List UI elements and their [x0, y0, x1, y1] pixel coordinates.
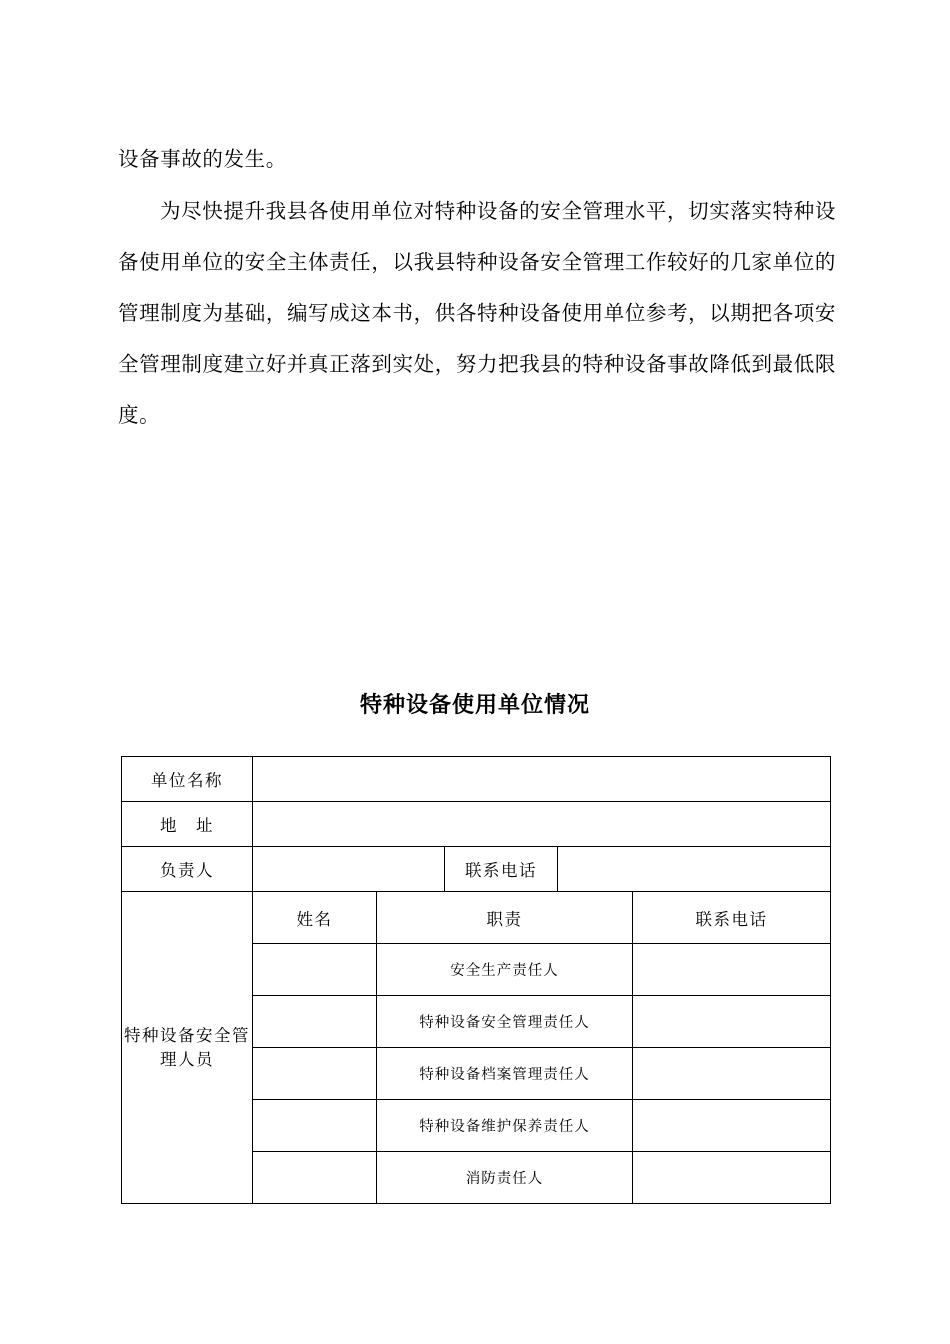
address-label: 地 址: [122, 802, 253, 847]
manager-name-field[interactable]: [253, 944, 377, 996]
duty-label: 特种设备安全管理责任人: [377, 996, 633, 1048]
duty-label: 特种设备档案管理责任人: [377, 1048, 633, 1100]
form-title: 特种设备使用单位情况: [359, 693, 590, 718]
header-name: 姓名: [253, 892, 377, 944]
manager-phone-field[interactable]: [633, 1048, 831, 1100]
body-paragraph-1: 设备事故的发生。: [118, 147, 287, 171]
duty-label: 消防责任人: [377, 1152, 633, 1204]
manager-name-field[interactable]: [253, 1152, 377, 1204]
manager-name-field[interactable]: [253, 1048, 377, 1100]
managers-label: 特种设备安全管理人员: [122, 892, 253, 1204]
contact-phone-label: 联系电话: [445, 847, 558, 892]
body-paragraph-2: 为尽快提升我县各使用单位对特种设备的安全管理水平，切实落实特种设备使用单位的安全主体责任，以我县特种设备安全管理工作较好的几家单位的管理制度为基础，编写成这本书，供各特种设备使用单位参考，以期把各项安全管理制度建立好并真正落到实处，努力把我县的特种设备事故降低到最低限度。: [118, 199, 836, 427]
unit-name-label: 单位名称: [122, 757, 253, 802]
table-row: [122, 892, 831, 944]
person-in-charge-field[interactable]: [253, 847, 445, 892]
duty-label: 安全生产责任人: [377, 944, 633, 996]
duty-label: 特种设备维护保养责任人: [377, 1100, 633, 1152]
table-row: [122, 802, 831, 847]
unit-name-field[interactable]: [253, 757, 831, 802]
address-field[interactable]: [253, 802, 831, 847]
person-in-charge-label: 负责人: [122, 847, 253, 892]
manager-phone-field[interactable]: [633, 1100, 831, 1152]
manager-phone-field[interactable]: [633, 1152, 831, 1204]
table-row: [122, 847, 831, 892]
manager-phone-field[interactable]: [633, 944, 831, 996]
manager-name-field[interactable]: [253, 1100, 377, 1152]
manager-name-field[interactable]: [253, 996, 377, 1048]
header-duty: 职责: [377, 892, 633, 944]
contact-phone-field[interactable]: [558, 847, 831, 892]
header-phone: 联系电话: [633, 892, 831, 944]
unit-info-table: [121, 756, 831, 1204]
manager-phone-field[interactable]: [633, 996, 831, 1048]
table-row: [122, 757, 831, 802]
